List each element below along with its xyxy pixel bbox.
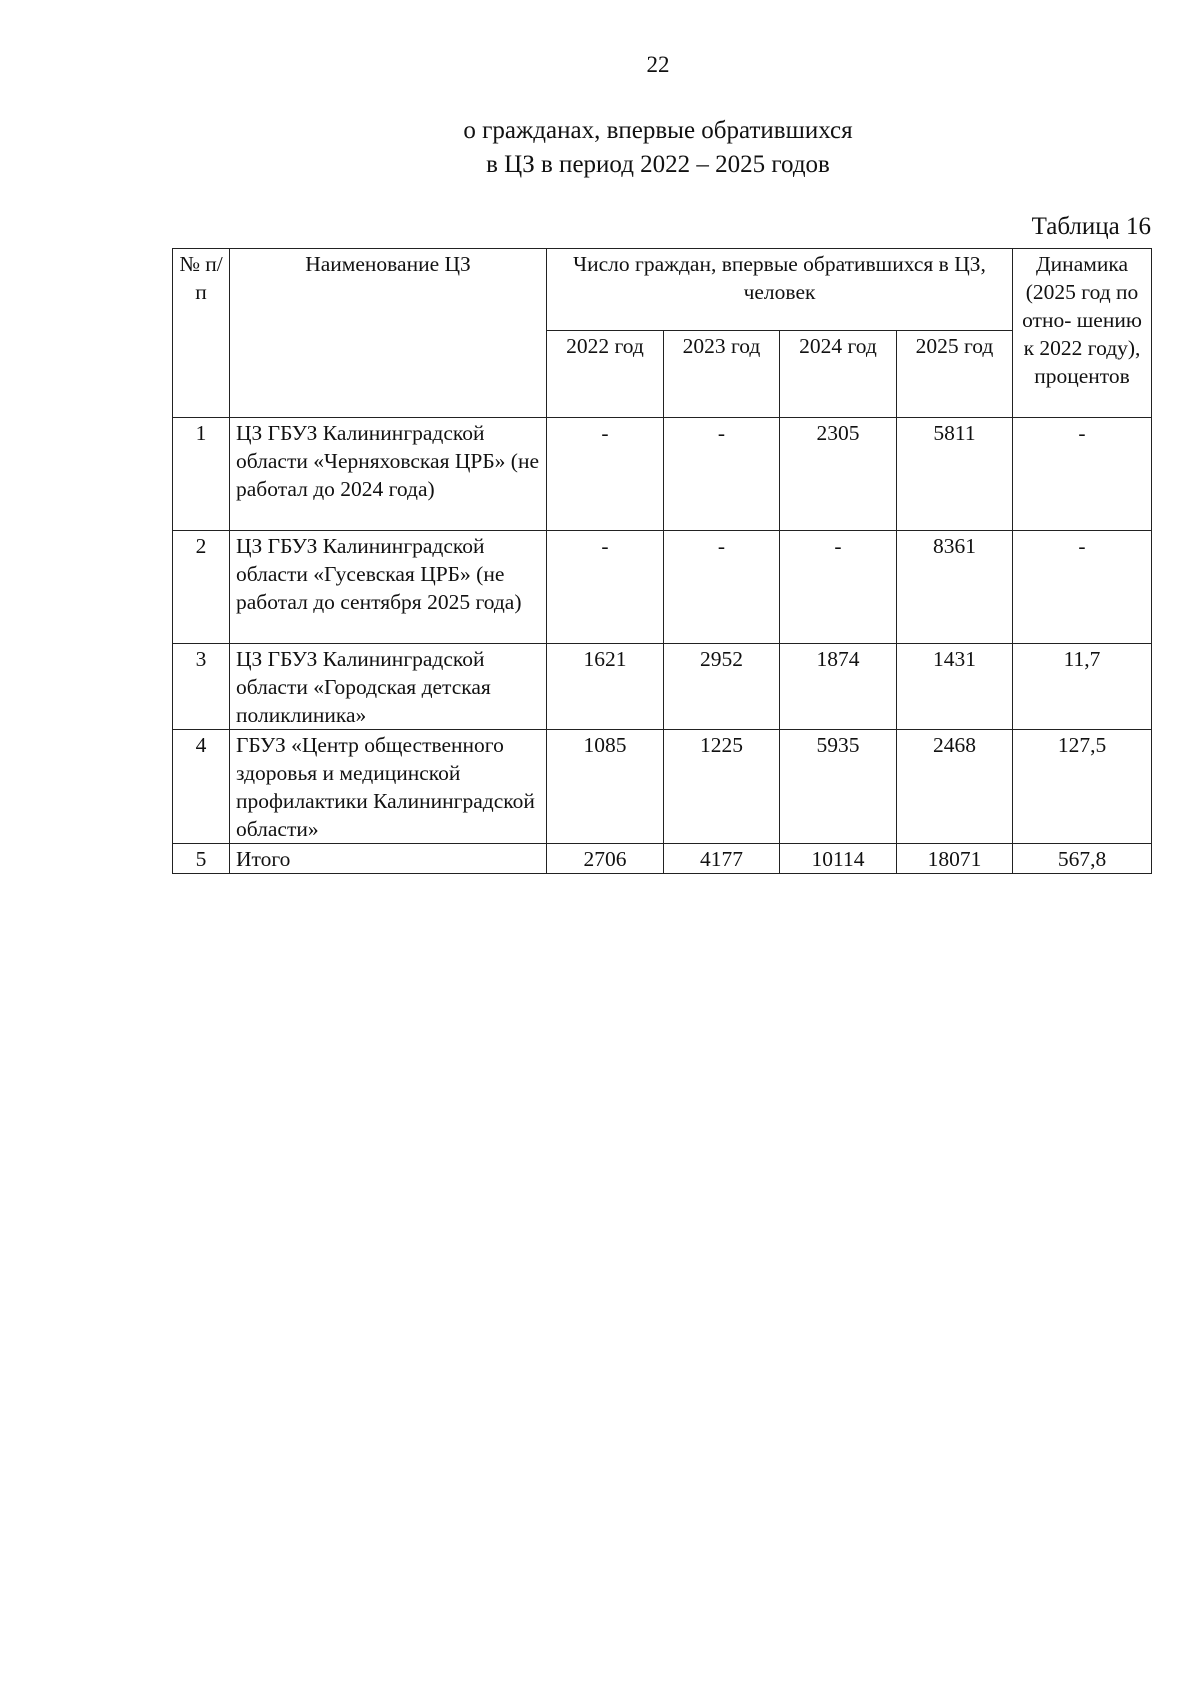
row-2025: 18071 <box>897 844 1013 874</box>
row-name: ГБУЗ «Центр общественного здоровья и медицинской профилактики Калининградской области» <box>230 730 547 844</box>
row-2022: 1621 <box>547 644 664 730</box>
page-title <box>0 114 1200 182</box>
page-number: 22 <box>646 52 670 77</box>
row-num: 3 <box>173 644 230 730</box>
title-line-1: о гражданах, впервые обратившихся <box>463 117 853 144</box>
table-row <box>173 730 1152 844</box>
row-name: ЦЗ ГБУЗ Калининградской области «Городская детская поликлиника» <box>230 644 547 730</box>
row-name: Итого <box>230 844 547 874</box>
row-2022: 2706 <box>547 844 664 874</box>
row-2023: 4177 <box>664 844 780 874</box>
row-2024: 5935 <box>780 730 897 844</box>
row-2025: 5811 <box>897 418 1013 531</box>
row-2024: 2305 <box>780 418 897 531</box>
row-2025: 1431 <box>897 644 1013 730</box>
row-2024: 1874 <box>780 644 897 730</box>
row-2022: - <box>547 418 664 531</box>
data-table <box>172 248 1152 874</box>
table-label: Таблица 16 <box>1031 213 1151 240</box>
header-name: Наименование ЦЗ <box>230 249 547 418</box>
row-2023: 2952 <box>664 644 780 730</box>
table-row <box>173 418 1152 531</box>
header-year-2025: 2025 год <box>897 331 1013 418</box>
table-row <box>173 531 1152 644</box>
row-2024: - <box>780 531 897 644</box>
row-2023: - <box>664 531 780 644</box>
row-2022: - <box>547 531 664 644</box>
row-2022: 1085 <box>547 730 664 844</box>
row-dynamics: 11,7 <box>1013 644 1152 730</box>
row-name: ЦЗ ГБУЗ Калининградской области «Черняховская ЦРБ» (не работал до 2024 года) <box>230 418 547 531</box>
row-2023: 1225 <box>664 730 780 844</box>
row-2024: 10114 <box>780 844 897 874</box>
row-num: 4 <box>173 730 230 844</box>
row-2025: 2468 <box>897 730 1013 844</box>
row-dynamics: - <box>1013 531 1152 644</box>
row-dynamics: - <box>1013 418 1152 531</box>
row-num: 5 <box>173 844 230 874</box>
row-dynamics: 567,8 <box>1013 844 1152 874</box>
header-num: № п/п <box>173 249 230 418</box>
header-year-2022: 2022 год <box>547 331 664 418</box>
row-num: 2 <box>173 531 230 644</box>
header-group: Число граждан, впервые обратившихся в ЦЗ, человек <box>547 249 1013 331</box>
title-line-2: в ЦЗ в период 2022 – 2025 годов <box>486 151 830 178</box>
header-year-2024: 2024 год <box>780 331 897 418</box>
table-row <box>173 644 1152 730</box>
header-dynamics: Динамика (2025 год по отно- шению к 2022 году), процентов <box>1013 249 1152 418</box>
header-year-2023: 2023 год <box>664 331 780 418</box>
row-2023: - <box>664 418 780 531</box>
row-dynamics: 127,5 <box>1013 730 1152 844</box>
row-name: ЦЗ ГБУЗ Калининградской области «Гусевская ЦРБ» (не работал до сентября 2025 года) <box>230 531 547 644</box>
table-row-total <box>173 844 1152 874</box>
row-2025: 8361 <box>897 531 1013 644</box>
row-num: 1 <box>173 418 230 531</box>
